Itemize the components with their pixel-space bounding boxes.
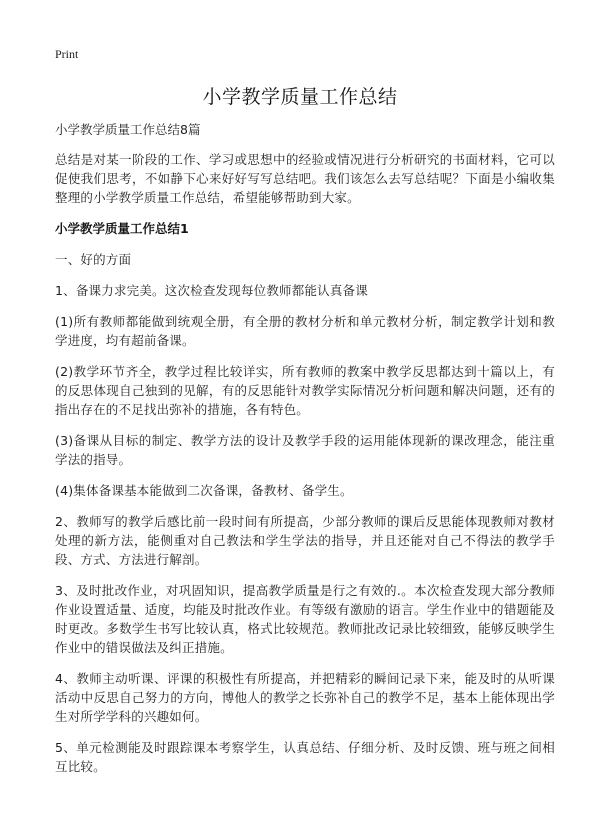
paragraph: 1、备课力求完美。这次检查发现每位教师都能认真备课 [55,283,368,298]
paragraph: (2)教学环节齐全，教学过程比较详实，所有教师的教案中教学反思都达到十篇以上，有的反思体现自己独到的见解，有的反思能针对教学实际情况分析问题和解决问题，还有的指出存在的不足找出弥补的措施，各有特色。 [55,364,555,417]
paragraph: (1)所有教师都能做到统观全册，有全册的教材分析和单元教材分析，制定教学计划和教学进度，均有超前备课。 [55,314,555,348]
paragraph: 3、及时批改作业，对巩固知识，提高教学质量是行之有效的.。本次检查发现大部分教师作业设置适量、适度，均能及时批改作业。有等级有激励的语言。学生作业中的错题能及时更改。多数学生书写比较认真，格式比较规范。教师批改记录比较细致，能够反映学生作业中的错误做法及纠正措施。 [55,583,555,655]
paragraph: 4、教师主动听课、评课的积极性有所提高，并把精彩的瞬间记录下来，能及时的从听课活动中反思自己努力的方向，博他人的教学之长弥补自己的教学不足，基本上能体现出学生对所学学科的兴趣如何。 [55,671,555,724]
print-label: Print [55,47,79,61]
paragraph: 一、好的方面 [55,252,132,267]
section-heading: 小学教学质量工作总结1 [55,221,189,236]
intro-paragraph: 总结是对某一阶段的工作、学习或思想中的经验或情况进行分析研究的书面材料，它可以促使我们思考，不如静下心来好好写写总结吧。我们该怎么去写总结呢？下面是小编收集整理的小学教学质量工作总结，希望能够帮助到大家。 [55,152,555,205]
paragraph: 2、教师写的教学后感比前一段时间有所提高，少部分教师的课后反思能体现教师对教材处理的新方法，能侧重对自己教法和学生学法的指导，并且还能对自己不得法的教学手段、方式、方法进行解剖。 [55,514,555,567]
paragraph: (4)集体备课基本能做到二次备课，备教材、备学生。 [55,483,353,498]
document-body [55,150,555,788]
paragraph: (3)备课从目标的制定、教学方法的设计及教学手段的运用能体现新的课改理念，能注重学法的指导。 [55,433,555,467]
subtitle: 小学教学质量工作总结8篇 [55,122,201,137]
paragraph: 5、单元检测能及时跟踪课本考察学生，认真总结、仔细分析、及时反馈、班与班之间相互比较。 [55,740,555,774]
page-title: 小学教学质量工作总结 [202,86,398,108]
